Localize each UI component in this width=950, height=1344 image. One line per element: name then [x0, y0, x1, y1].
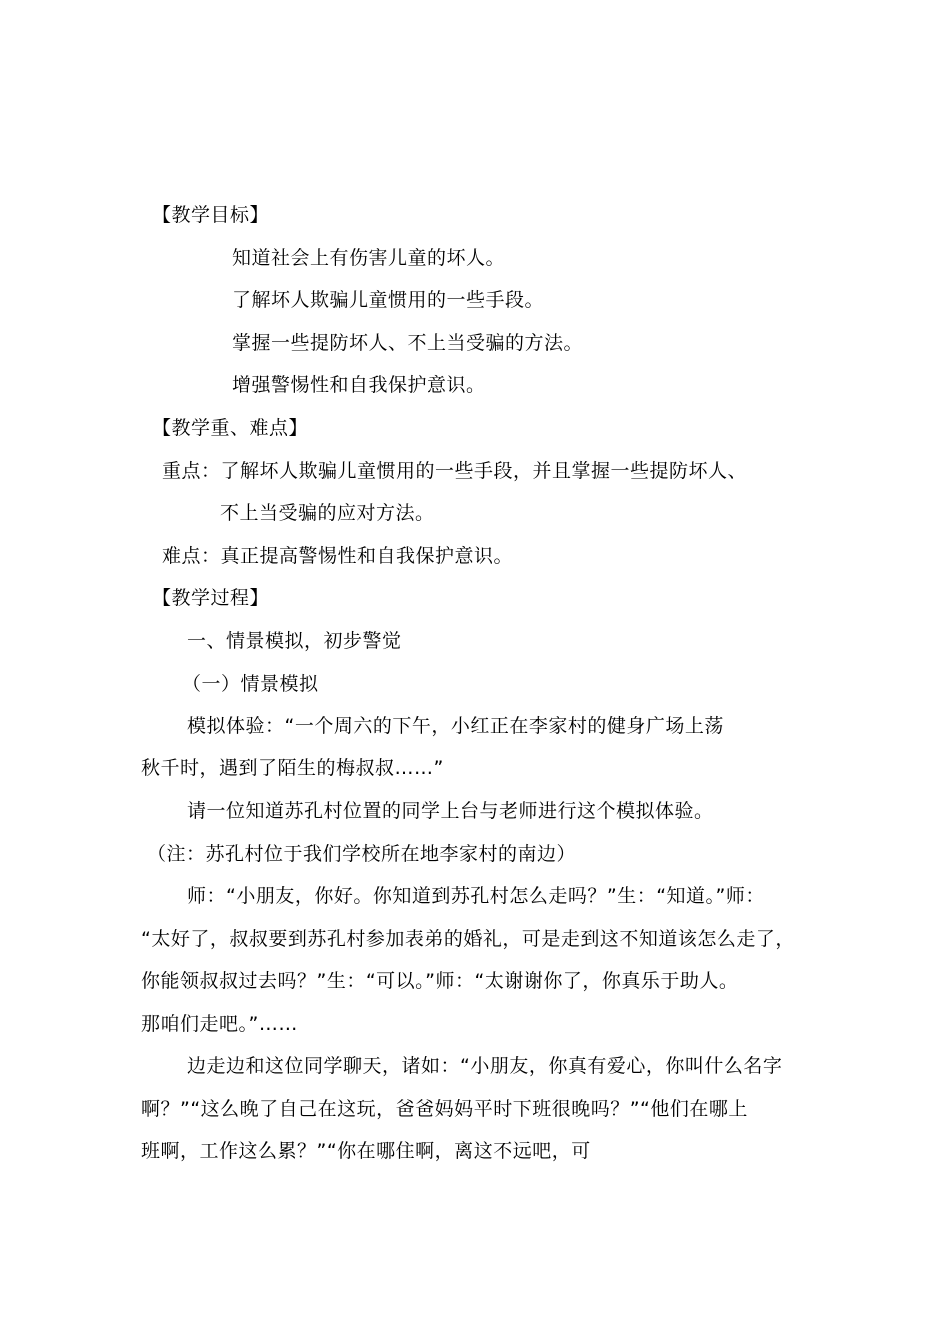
dialogue-line: 边走边和这位同学聊天，诸如：“小朋友，你真有爱心，你叫什么名字 [187, 1055, 783, 1077]
focus-line-2: 不上当受骗的应对方法。 [220, 502, 435, 524]
subsection-1-title: （一）情景模拟 [182, 673, 319, 695]
paragraph-line: 秋千时，遇到了陌生的梅叔叔……” [141, 757, 444, 779]
objective-item-2: 了解坏人欺骗儿童惯用的一些手段。 [232, 289, 545, 311]
focus-line-1: 重点：了解坏人欺骗儿童惯用的一些手段，并且掌握一些提防坏人、 [162, 460, 748, 482]
note-line: （注：苏孔村位于我们学校所在地李家村的南边） [147, 843, 577, 865]
paragraph-line: 请一位知道苏孔村位置的同学上台与老师进行这个模拟体验。 [187, 800, 714, 822]
key-points-heading: 【教学重、难点】 [152, 417, 309, 439]
paragraph-line: 模拟体验：“一个周六的下午，小红正在李家村的健身广场上荡 [187, 715, 724, 737]
dialogue-line: 师：“小朋友，你好。你知道到苏孔村怎么走吗？”生：“知道。”师： [187, 885, 765, 907]
dialogue-line: 啊？”“这么晚了自己在这玩，爸爸妈妈平时下班很晚吗？”“他们在哪上 [141, 1098, 748, 1120]
dialogue-line: “太好了，叔叔要到苏孔村参加表弟的婚礼，可是走到这不知道该怎么走了， [141, 928, 795, 950]
dialogue-line: 那咱们走吧。”…… [141, 1013, 298, 1035]
objective-item-1: 知道社会上有伤害儿童的坏人。 [232, 247, 506, 269]
objective-item-4: 增强警惕性和自我保护意识。 [232, 374, 486, 396]
difficulty-line: 难点：真正提高警惕性和自我保护意识。 [162, 545, 514, 567]
objectives-heading: 【教学目标】 [152, 204, 270, 226]
dialogue-line: 你能领叔叔过去吗？”生：“可以。”师：“太谢谢你了，你真乐于助人。 [141, 970, 739, 992]
process-heading: 【教学过程】 [152, 587, 270, 609]
section-1-title: 一、情景模拟，初步警觉 [187, 630, 402, 652]
dialogue-line: 班啊，工作这么累？”“你在哪住啊，离这不远吧，可 [141, 1140, 591, 1162]
objective-item-3: 掌握一些提防坏人、不上当受骗的方法。 [232, 332, 584, 354]
